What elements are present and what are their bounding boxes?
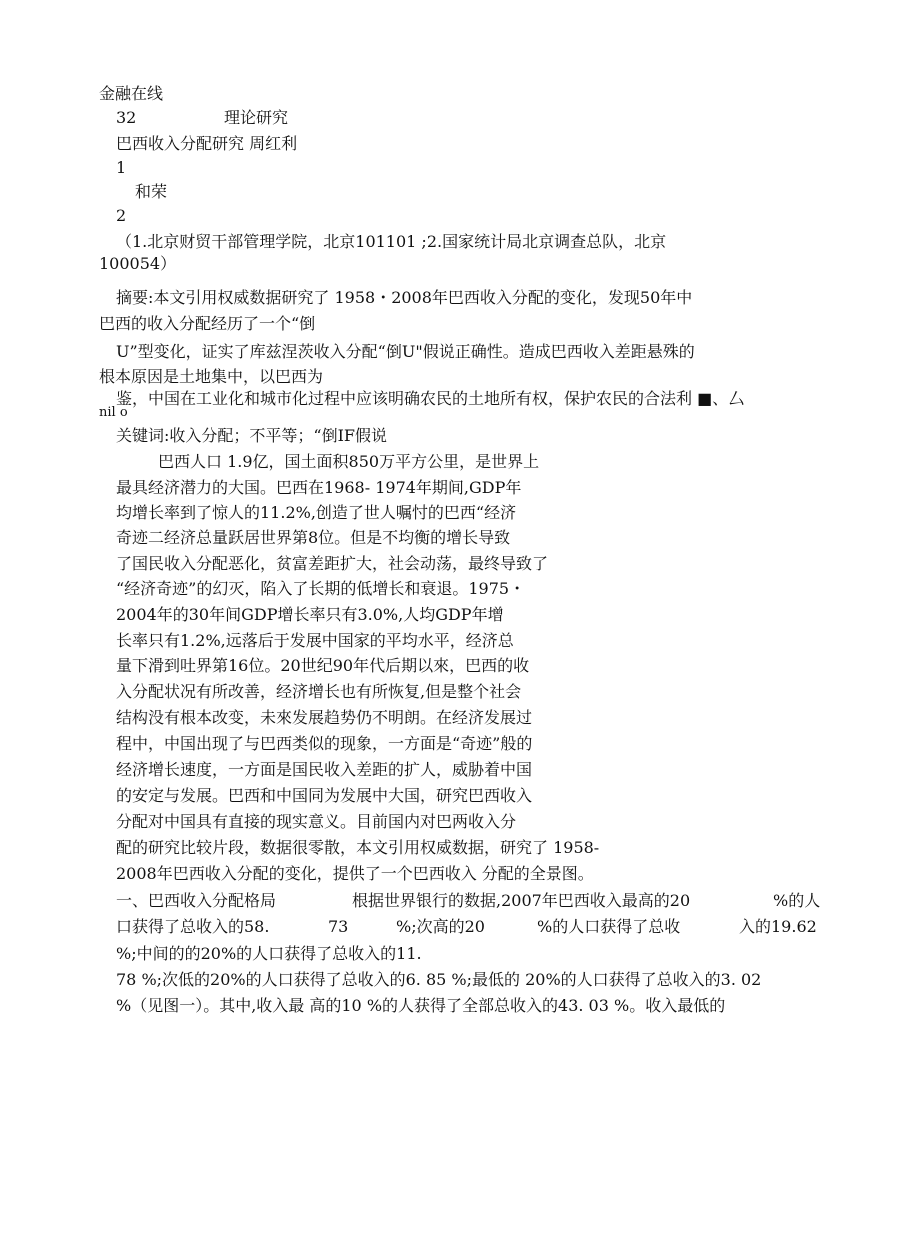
affiliation-line-1: （1.北京财贸干部管理学院，北京101101 ;2.国家统计局北京调查总队，北京: [116, 232, 667, 251]
body-line: 经济增长速度，一方面是国民收入差距的扩人，威胁着中国: [116, 760, 533, 779]
body-line: 入的19.62: [739, 917, 817, 936]
body-line: 长率只有1.2%,远落后于发展中国家的平均水平，经济总: [116, 631, 514, 650]
page-number: 32: [116, 108, 137, 127]
body-line: 了国民收入分配恶化，贫富差距扩大，社会动荡，最终导致了: [116, 554, 549, 573]
body-line: 分配对中国具有直接的现实意义。目前国内对巴两收入分: [116, 812, 517, 831]
abstract-line-5: 鉴，中国在工业化和城市化过程中应该明确农民的土地所有权，保护农民的合法利 ■、厶: [116, 389, 745, 408]
body-line: %的人口获得了总收: [537, 917, 681, 936]
body-line: 结构没有根本改变，未來发展趋势仍不明朗。在经济发展过: [116, 708, 533, 727]
keywords: 关键词:收入分配；不平等；“倒IF假说: [116, 426, 387, 445]
body-line: 根据世界银行的数据,2007年巴西收入最高的20: [352, 891, 691, 910]
body-line: %的人: [773, 891, 821, 910]
body-line: 程中，中国出现了与巴西类似的现象，一方面是“奇迹”般的: [116, 734, 533, 753]
abstract-line-1: 摘要:本文引用权威数据研究了 1958・2008年巴西收入分配的变化，发现50年中: [116, 288, 693, 307]
article-title: 巴西收入分配研究 周红利: [116, 134, 298, 153]
body-line: 口获得了总收入的58.: [116, 917, 270, 936]
body-line: 的安定与发展。巴西和中国同为发展中大国，研究巴西收入: [116, 786, 533, 805]
author-note-1: 1: [116, 158, 127, 177]
body-line: 均增长率到了惊人的11.2%,创造了世人嘱忖的巴西“经济: [116, 503, 517, 522]
body-line: %（见图一）。其中,收入最 高的10 %的人获得了全部总收入的43. 03 %。收入最低的: [116, 996, 726, 1015]
abstract-line-4: 根本原因是土地集中，以巴西为: [99, 367, 324, 386]
coauthor: 和荣: [135, 182, 168, 201]
author-note-2: 2: [116, 206, 127, 225]
abstract-line-3: U”型变化，证实了库兹涅茨收入分配“倒U"假说正确性。造成巴西收入差距悬殊的: [116, 342, 695, 361]
body-line: 78 %;次低的20%的人口获得了总收入的6. 85 %;最低的 20%的人口获得了总收入的3. 02: [116, 970, 762, 989]
section-heading: 一、巴西收入分配格局: [116, 891, 277, 910]
body-line: 巴西人口 1.9亿，国土面积850万平方公里，是世界上: [158, 452, 540, 471]
journal-name: 金融在线: [99, 84, 164, 103]
affiliation-line-2: 100054）: [99, 254, 177, 273]
body-line: 奇迹二经济总量跃居世界第8位。但是不均衡的增长导致: [116, 528, 511, 547]
body-line: 2004年的30年间GDP增长率只有3.0%,人均GDP年增: [116, 605, 504, 624]
body-line: %;中间的的20%的人口获得了总收入的11.: [116, 944, 422, 963]
body-line: 73: [328, 917, 349, 936]
body-line: 量下滑到吐界第16位。20世纪90年代后期以來，巴西的收: [116, 656, 530, 675]
body-line: 最具经济潜力的大国。巴西在1968- 1974年期间,GDP年: [116, 478, 522, 497]
body-line: 配的研究比较片段，数据很零散，本文引用权威数据，研究了 1958-: [116, 838, 600, 857]
body-line: %;次高的20: [396, 917, 485, 936]
abstract-line-2: 巴西的收入分配经历了一个“倒: [99, 314, 316, 333]
body-line: 2008年巴西收入分配的变化，提供了一个巴西收入 分配的全景图。: [116, 864, 594, 883]
body-line: “经济奇迹”的幻灭，陷入了长期的低增长和衰退。1975・: [116, 579, 526, 598]
abstract-line-5b: nil o: [99, 405, 128, 420]
body-line: 入分配状况有所改善，经济增长也有所恢复,但是整个社会: [116, 682, 522, 701]
section-label: 理论研究: [224, 108, 289, 127]
